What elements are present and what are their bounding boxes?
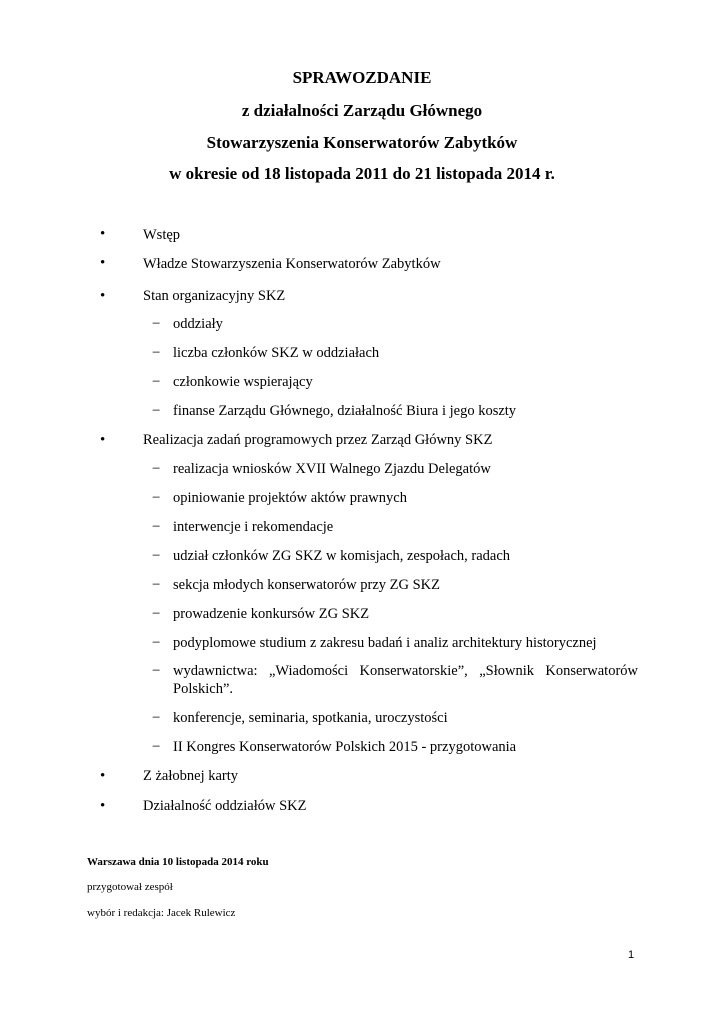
place-date: Warszawa dnia 10 listopada 2014 roku bbox=[87, 856, 269, 868]
dash-marker: − bbox=[152, 519, 161, 535]
bullet-marker: • bbox=[100, 768, 106, 784]
list-subitem-continuation: Polskich”. bbox=[173, 681, 234, 697]
list-subitem: wydawnictwa: „Wiadomości Konserwatorskie”, „Słownik Konserwatorów bbox=[173, 663, 638, 679]
bullet-marker: • bbox=[100, 432, 106, 448]
bullet-marker: • bbox=[100, 255, 106, 271]
dash-marker: − bbox=[152, 403, 161, 419]
dash-marker: − bbox=[152, 345, 161, 361]
dash-marker: − bbox=[152, 316, 161, 332]
title-line-2: z działalności Zarządu Głównego bbox=[241, 101, 483, 120]
list-subitem: liczba członków SKZ w oddziałach bbox=[173, 345, 380, 361]
list-item: Wstęp bbox=[143, 227, 181, 243]
dash-marker: − bbox=[152, 577, 161, 593]
dash-marker: − bbox=[152, 606, 161, 622]
title-line-3: Stowarzyszenia Konserwatorów Zabytków bbox=[206, 133, 518, 152]
dash-marker: − bbox=[152, 490, 161, 506]
list-item: Z żałobnej karty bbox=[143, 768, 239, 784]
list-item: Realizacja zadań programowych przez Zarząd Główny SKZ bbox=[143, 432, 493, 448]
page-number: 1 bbox=[628, 949, 635, 961]
title-line-1: SPRAWOZDANIE bbox=[292, 68, 432, 87]
list-item: Władze Stowarzyszenia Konserwatorów Zabytków bbox=[143, 256, 441, 272]
list-subitem: opiniowanie projektów aktów prawnych bbox=[173, 490, 407, 506]
dash-marker: − bbox=[152, 663, 161, 679]
list-subitem: prowadzenie konkursów ZG SKZ bbox=[173, 606, 370, 622]
bullet-marker: • bbox=[100, 798, 106, 814]
bullet-marker: • bbox=[100, 226, 106, 242]
dash-marker: − bbox=[152, 635, 161, 651]
dash-marker: − bbox=[152, 548, 161, 564]
dash-marker: − bbox=[152, 739, 161, 755]
list-subitem: realizacja wniosków XVII Walnego Zjazdu Delegatów bbox=[173, 461, 491, 477]
edited-by: wybór i redakcja: Jacek Rulewicz bbox=[87, 907, 236, 919]
dash-marker: − bbox=[152, 374, 161, 390]
list-subitem: II Kongres Konserwatorów Polskich 2015 - przygotowania bbox=[173, 739, 517, 755]
list-subitem: oddziały bbox=[173, 316, 223, 332]
list-subitem: udział członków ZG SKZ w komisjach, zespołach, radach bbox=[173, 548, 511, 564]
dash-marker: − bbox=[152, 710, 161, 726]
list-subitem: interwencje i rekomendacje bbox=[173, 519, 334, 535]
list-subitem: finanse Zarządu Głównego, działalność Biura i jego koszty bbox=[173, 403, 517, 419]
list-item: Działalność oddziałów SKZ bbox=[143, 798, 307, 814]
bullet-marker: • bbox=[100, 288, 106, 304]
list-subitem: sekcja młodych konserwatorów przy ZG SKZ bbox=[173, 577, 440, 593]
list-subitem: konferencje, seminaria, spotkania, uroczystości bbox=[173, 710, 448, 726]
list-item: Stan organizacyjny SKZ bbox=[143, 288, 286, 304]
list-subitem: członkowie wspierający bbox=[173, 374, 313, 390]
prepared-by: przygotował zespół bbox=[87, 881, 173, 893]
dash-marker: − bbox=[152, 461, 161, 477]
title-line-4: w okresie od 18 listopada 2011 do 21 listopada 2014 r. bbox=[169, 164, 555, 183]
list-subitem: podyplomowe studium z zakresu badań i analiz architektury historycznej bbox=[173, 635, 597, 651]
